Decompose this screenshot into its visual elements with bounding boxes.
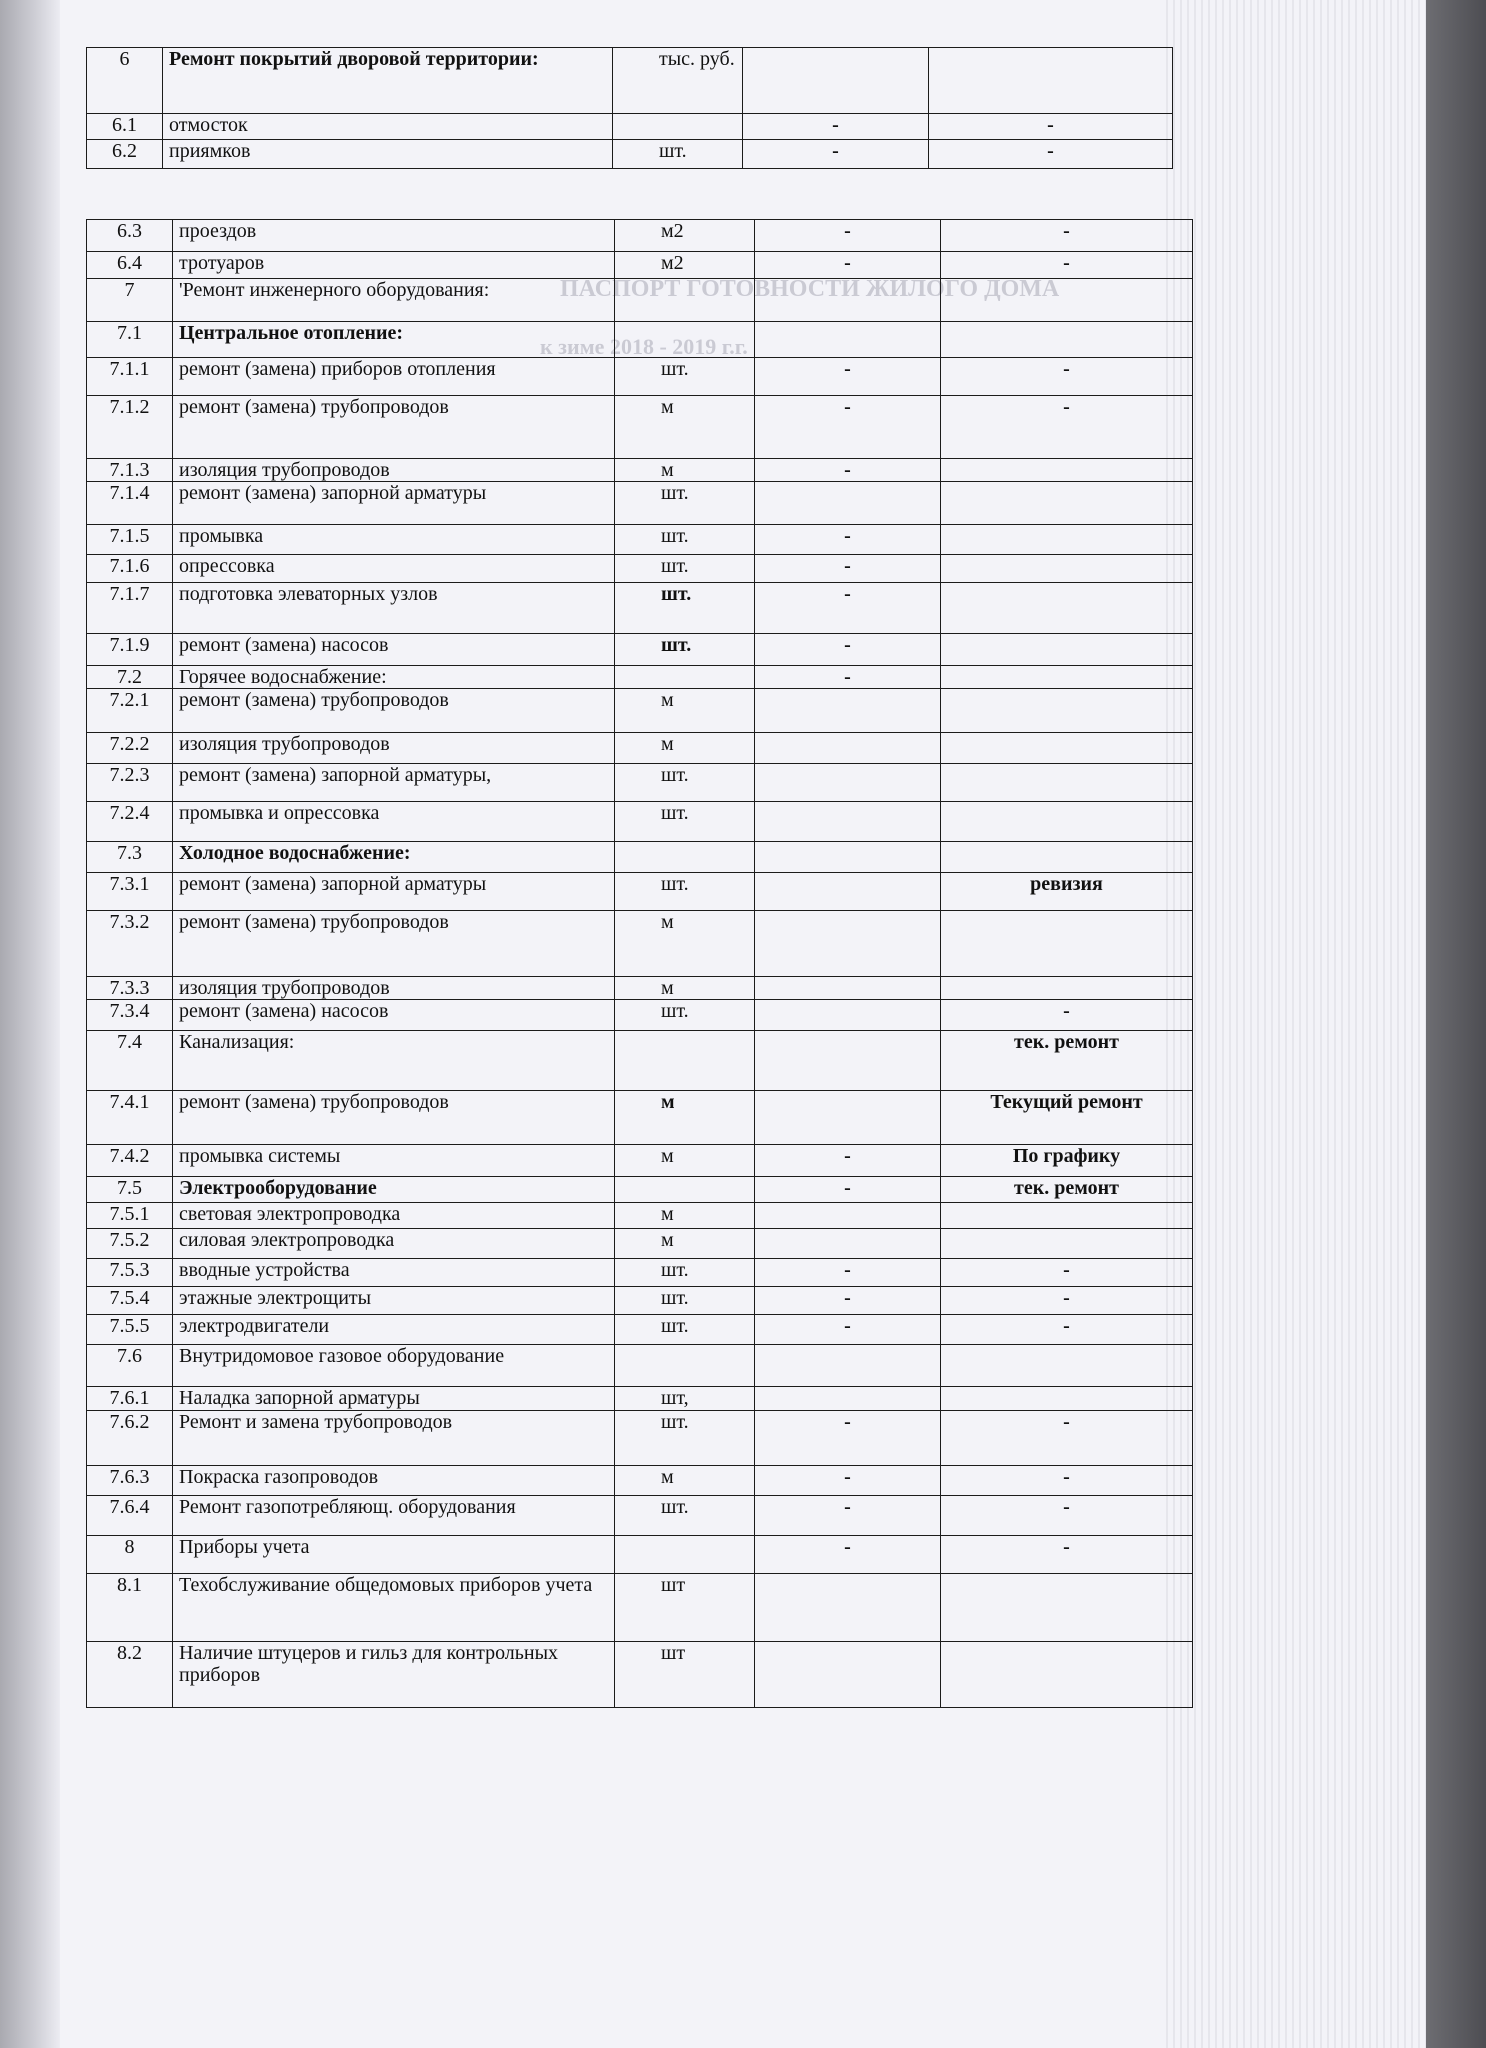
- row-name: промывка и опрессовка: [173, 802, 615, 842]
- row-name: ремонт (замена) приборов отопления: [173, 358, 615, 396]
- table-row: [87, 1496, 1193, 1536]
- row-number: 7.5.1: [87, 1203, 173, 1229]
- table-row: [87, 1387, 1193, 1411]
- row-unit: [615, 220, 755, 252]
- row-unit: [615, 666, 755, 689]
- row-value-1: [755, 1031, 941, 1091]
- table-row: [87, 1466, 1193, 1496]
- table-row: [87, 977, 1193, 1000]
- table-row: [87, 252, 1193, 279]
- row-name: Техобслуживание общедомовых приборов учета: [173, 1574, 615, 1642]
- row-name: проездов: [173, 220, 615, 252]
- row-name: ремонт (замена) запорной арматуры: [173, 482, 615, 525]
- table-row: [87, 525, 1193, 555]
- row-number: 7.1.3: [87, 459, 173, 482]
- row-value-1: -: [755, 358, 941, 396]
- row-number: 7.4.2: [87, 1145, 173, 1177]
- row-value-1: [755, 482, 941, 525]
- table-row: [87, 634, 1193, 666]
- unit-text: м2: [661, 220, 684, 242]
- row-number: 7.2.3: [87, 764, 173, 802]
- table-row: [87, 1315, 1193, 1345]
- row-value-2: тек. ремонт: [941, 1031, 1193, 1091]
- row-value-1: [755, 1000, 941, 1031]
- table-row: [87, 322, 1193, 358]
- table-row: [87, 911, 1193, 977]
- row-number: 7.2.1: [87, 689, 173, 733]
- row-value-2: -: [941, 1411, 1193, 1466]
- row-number: 7.5.3: [87, 1259, 173, 1287]
- row-value-2: [941, 842, 1193, 873]
- row-value-2: [941, 525, 1193, 555]
- row-unit: м: [615, 977, 755, 1000]
- row-value-1: -: [755, 666, 941, 689]
- row-number: 7.3: [87, 842, 173, 873]
- row-name: Электрооборудование: [173, 1177, 615, 1203]
- row-name: промывка: [173, 525, 615, 555]
- row-value-2: Текущий ремонт: [941, 1091, 1193, 1145]
- row-value-1: -: [755, 1411, 941, 1466]
- row-value-2: -: [941, 1000, 1193, 1031]
- table-row: [87, 358, 1193, 396]
- table-row: [87, 873, 1193, 911]
- row-value-2: [941, 555, 1193, 583]
- row-value-2: [941, 689, 1193, 733]
- row-unit: шт.: [615, 802, 755, 842]
- table-row: [87, 555, 1193, 583]
- table-row: [87, 802, 1193, 842]
- unit-text: м2: [661, 252, 684, 274]
- row-value-2: [941, 911, 1193, 977]
- table-row: [87, 114, 1173, 140]
- table-row: [87, 140, 1173, 169]
- row-number: 7.6.2: [87, 1411, 173, 1466]
- row-number: 7.1.4: [87, 482, 173, 525]
- row-value-1: -: [755, 525, 941, 555]
- row-value-2: [941, 977, 1193, 1000]
- repair-table-main: [86, 219, 1193, 1708]
- row-name: Наладка запорной арматуры: [173, 1387, 615, 1411]
- row-unit: шт.: [615, 1411, 755, 1466]
- row-unit: м: [615, 1091, 755, 1145]
- row-name: тротуаров: [173, 252, 615, 279]
- row-number: 7.6.4: [87, 1496, 173, 1536]
- table-row: [87, 1145, 1193, 1177]
- row-value-1: -: [743, 114, 929, 140]
- row-value-2: [929, 48, 1173, 114]
- row-value-1: -: [755, 1536, 941, 1574]
- row-unit: [615, 252, 755, 279]
- table-row: [87, 1287, 1193, 1315]
- bleed-through-subtitle: к зиме 2018 - 2019 г.г.: [540, 334, 748, 359]
- row-name: этажные электрощиты: [173, 1287, 615, 1315]
- row-name: силовая электропроводка: [173, 1229, 615, 1259]
- row-number: 8.1: [87, 1574, 173, 1642]
- row-value-1: -: [743, 140, 929, 169]
- row-unit: м: [615, 689, 755, 733]
- row-value-2: -: [941, 1315, 1193, 1345]
- row-name: Ремонт покрытий дворовой территории:: [163, 48, 613, 114]
- row-unit: [613, 114, 743, 140]
- table-row: [87, 459, 1193, 482]
- row-value-1: [755, 1229, 941, 1259]
- row-number: 7.2: [87, 666, 173, 689]
- row-value-1: -: [755, 252, 941, 279]
- row-number: 7.6: [87, 1345, 173, 1387]
- row-unit: м: [615, 733, 755, 764]
- table-row: [87, 1642, 1193, 1708]
- row-value-1: -: [755, 1177, 941, 1203]
- row-value-1: [755, 873, 941, 911]
- row-unit: шт.: [613, 140, 743, 169]
- row-value-2: [941, 1642, 1193, 1708]
- row-number: 7: [87, 279, 173, 322]
- row-unit: тыс. руб.: [613, 48, 743, 114]
- row-value-2: [941, 764, 1193, 802]
- row-number: 7.2.2: [87, 733, 173, 764]
- table-row: [87, 842, 1193, 873]
- row-value-1: [755, 977, 941, 1000]
- row-value-2: -: [941, 220, 1193, 252]
- row-unit: шт.: [615, 1287, 755, 1315]
- row-unit: [615, 279, 755, 322]
- row-unit: [615, 1031, 755, 1091]
- row-value-1: -: [755, 459, 941, 482]
- row-value-1: -: [755, 634, 941, 666]
- row-number: 7.1.9: [87, 634, 173, 666]
- row-name: ремонт (замена) трубопроводов: [173, 911, 615, 977]
- row-number: 7.1.7: [87, 583, 173, 634]
- row-number: 6.2: [87, 140, 163, 169]
- row-value-1: [755, 842, 941, 873]
- row-number: 7.1.6: [87, 555, 173, 583]
- row-number: 7.3.2: [87, 911, 173, 977]
- row-name: приямков: [163, 140, 613, 169]
- row-unit: шт: [615, 1642, 755, 1708]
- row-number: 6: [87, 48, 163, 114]
- row-number: 8: [87, 1536, 173, 1574]
- row-name: изоляция трубопроводов: [173, 733, 615, 764]
- row-unit: [615, 1345, 755, 1387]
- table-row: [87, 1259, 1193, 1287]
- row-name: световая электропроводка: [173, 1203, 615, 1229]
- row-name: ремонт (замена) запорной арматуры: [173, 873, 615, 911]
- row-unit: м: [615, 1229, 755, 1259]
- table-row: [87, 1229, 1193, 1259]
- row-unit: шт.: [615, 764, 755, 802]
- row-unit: шт.: [615, 525, 755, 555]
- row-value-1: [755, 733, 941, 764]
- row-name: опрессовка: [173, 555, 615, 583]
- row-number: 7.3.1: [87, 873, 173, 911]
- table-row: [87, 48, 1173, 114]
- row-name: электродвигатели: [173, 1315, 615, 1345]
- row-value-1: -: [755, 1315, 941, 1345]
- row-value-1: [755, 1387, 941, 1411]
- table-row: [87, 1203, 1193, 1229]
- row-name: изоляция трубопроводов: [173, 977, 615, 1000]
- table-row: [87, 482, 1193, 525]
- row-value-1: [755, 1574, 941, 1642]
- row-number: 6.4: [87, 252, 173, 279]
- row-name: ремонт (замена) трубопроводов: [173, 396, 615, 459]
- table-row: [87, 1091, 1193, 1145]
- row-value-2: -: [941, 1287, 1193, 1315]
- row-value-1: -: [755, 555, 941, 583]
- row-name: 'Ремонт инженерного оборудования:: [173, 279, 615, 322]
- repair-table-top: [86, 47, 1173, 169]
- table-row: [87, 220, 1193, 252]
- table-row: [87, 689, 1193, 733]
- row-value-2: [941, 802, 1193, 842]
- row-value-2: [941, 666, 1193, 689]
- row-value-1: [755, 1203, 941, 1229]
- table-row: [87, 1031, 1193, 1091]
- row-unit: шт.: [615, 634, 755, 666]
- row-value-2: [941, 1387, 1193, 1411]
- row-name: Внутридомовое газовое оборудование: [173, 1345, 615, 1387]
- row-value-2: -: [941, 358, 1193, 396]
- row-value-1: -: [755, 220, 941, 252]
- row-name: Холодное водоснабжение:: [173, 842, 615, 873]
- row-unit: м: [615, 1203, 755, 1229]
- row-number: 6.1: [87, 114, 163, 140]
- row-name: ремонт (замена) трубопроводов: [173, 689, 615, 733]
- row-number: 7.1.1: [87, 358, 173, 396]
- row-number: 8.2: [87, 1642, 173, 1708]
- row-value-1: [755, 1345, 941, 1387]
- row-number: 7.6.1: [87, 1387, 173, 1411]
- row-value-1: -: [755, 1466, 941, 1496]
- row-value-1: [755, 764, 941, 802]
- row-name: ремонт (замена) запорной арматуры,: [173, 764, 615, 802]
- row-name: ремонт (замена) насосов: [173, 1000, 615, 1031]
- row-name: промывка системы: [173, 1145, 615, 1177]
- row-number: 7.5.2: [87, 1229, 173, 1259]
- row-value-1: [755, 802, 941, 842]
- row-name: Центральное отопление:: [173, 322, 615, 358]
- row-value-2: [941, 279, 1193, 322]
- table-row: [87, 733, 1193, 764]
- row-unit: шт: [615, 1574, 755, 1642]
- row-unit: шт.: [615, 583, 755, 634]
- row-unit: м: [615, 459, 755, 482]
- row-value-2: [941, 1574, 1193, 1642]
- row-unit: м: [615, 911, 755, 977]
- row-value-2: [941, 459, 1193, 482]
- row-value-2: [941, 1203, 1193, 1229]
- row-value-1: -: [755, 1259, 941, 1287]
- row-name: вводные устройства: [173, 1259, 615, 1287]
- table-row: [87, 666, 1193, 689]
- row-unit: [615, 842, 755, 873]
- row-value-1: -: [755, 1496, 941, 1536]
- table-row: [87, 1345, 1193, 1387]
- row-unit: шт.: [615, 482, 755, 525]
- row-value-2: -: [941, 396, 1193, 459]
- row-value-2: -: [941, 1466, 1193, 1496]
- row-unit: шт.: [615, 1315, 755, 1345]
- row-number: 7.5.4: [87, 1287, 173, 1315]
- bleed-through-title: ПАСПОРТ ГОТОВНОСТИ ЖИЛОГО ДОМА: [560, 276, 1060, 302]
- row-unit: [615, 1177, 755, 1203]
- row-value-2: тек. ремонт: [941, 1177, 1193, 1203]
- row-name: Горячее водоснабжение:: [173, 666, 615, 689]
- row-name: Канализация:: [173, 1031, 615, 1091]
- row-number: 7.1: [87, 322, 173, 358]
- row-unit: м: [615, 1466, 755, 1496]
- row-value-1: -: [755, 583, 941, 634]
- table-row: [87, 583, 1193, 634]
- row-unit: шт.: [615, 358, 755, 396]
- row-number: 7.2.4: [87, 802, 173, 842]
- row-value-1: [755, 689, 941, 733]
- row-name: Наличие штуцеров и гильз для контрольных приборов: [173, 1642, 615, 1708]
- row-value-2: -: [941, 1496, 1193, 1536]
- row-value-2: [941, 322, 1193, 358]
- row-value-2: ревизия: [941, 873, 1193, 911]
- row-value-1: [743, 48, 929, 114]
- row-value-2: -: [941, 1536, 1193, 1574]
- row-name: отмосток: [163, 114, 613, 140]
- row-number: 7.1.2: [87, 396, 173, 459]
- row-unit: м: [615, 1145, 755, 1177]
- row-number: 7.1.5: [87, 525, 173, 555]
- row-value-2: [941, 583, 1193, 634]
- row-unit: шт.: [615, 1259, 755, 1287]
- row-number: 7.4: [87, 1031, 173, 1091]
- row-value-2: [941, 1229, 1193, 1259]
- row-value-2: -: [941, 1259, 1193, 1287]
- row-value-2: [941, 482, 1193, 525]
- row-value-1: -: [755, 1287, 941, 1315]
- table-row: [87, 279, 1193, 322]
- scanner-edge: [1426, 0, 1486, 2048]
- row-unit: шт,: [615, 1387, 755, 1411]
- row-number: 7.3.3: [87, 977, 173, 1000]
- row-name: ремонт (замена) насосов: [173, 634, 615, 666]
- table-row: [87, 1574, 1193, 1642]
- row-value-2: По графику: [941, 1145, 1193, 1177]
- table-row: [87, 1536, 1193, 1574]
- row-number: 7.5: [87, 1177, 173, 1203]
- row-number: 7.5.5: [87, 1315, 173, 1345]
- row-value-2: -: [929, 140, 1173, 169]
- row-unit: шт.: [615, 1000, 755, 1031]
- row-number: 7.4.1: [87, 1091, 173, 1145]
- row-name: изоляция трубопроводов: [173, 459, 615, 482]
- row-name: подготовка элеваторных узлов: [173, 583, 615, 634]
- table-row: [87, 1000, 1193, 1031]
- row-value-2: [941, 1345, 1193, 1387]
- row-value-2: [941, 733, 1193, 764]
- row-unit: шт.: [615, 1496, 755, 1536]
- row-unit: шт.: [615, 555, 755, 583]
- row-unit: [615, 322, 755, 358]
- row-value-2: [941, 634, 1193, 666]
- row-number: 7.3.4: [87, 1000, 173, 1031]
- row-value-1: [755, 1642, 941, 1708]
- row-value-2: -: [941, 252, 1193, 279]
- row-unit: [615, 1536, 755, 1574]
- row-value-1: -: [755, 396, 941, 459]
- row-name: ремонт (замена) трубопроводов: [173, 1091, 615, 1145]
- row-unit: шт.: [615, 873, 755, 911]
- row-number: 6.3: [87, 220, 173, 252]
- table-row: [87, 1177, 1193, 1203]
- table-row: [87, 764, 1193, 802]
- row-value-1: [755, 279, 941, 322]
- row-value-1: [755, 911, 941, 977]
- table-row: [87, 1411, 1193, 1466]
- row-value-2: -: [929, 114, 1173, 140]
- row-value-1: [755, 1091, 941, 1145]
- row-name: Покраска газопроводов: [173, 1466, 615, 1496]
- row-value-1: -: [755, 1145, 941, 1177]
- row-name: Ремонт газопотребляющ. оборудования: [173, 1496, 615, 1536]
- row-name: Ремонт и замена трубопроводов: [173, 1411, 615, 1466]
- row-number: 7.6.3: [87, 1466, 173, 1496]
- table-row: [87, 396, 1193, 459]
- row-value-1: [755, 322, 941, 358]
- row-unit: м: [615, 396, 755, 459]
- row-name: Приборы учета: [173, 1536, 615, 1574]
